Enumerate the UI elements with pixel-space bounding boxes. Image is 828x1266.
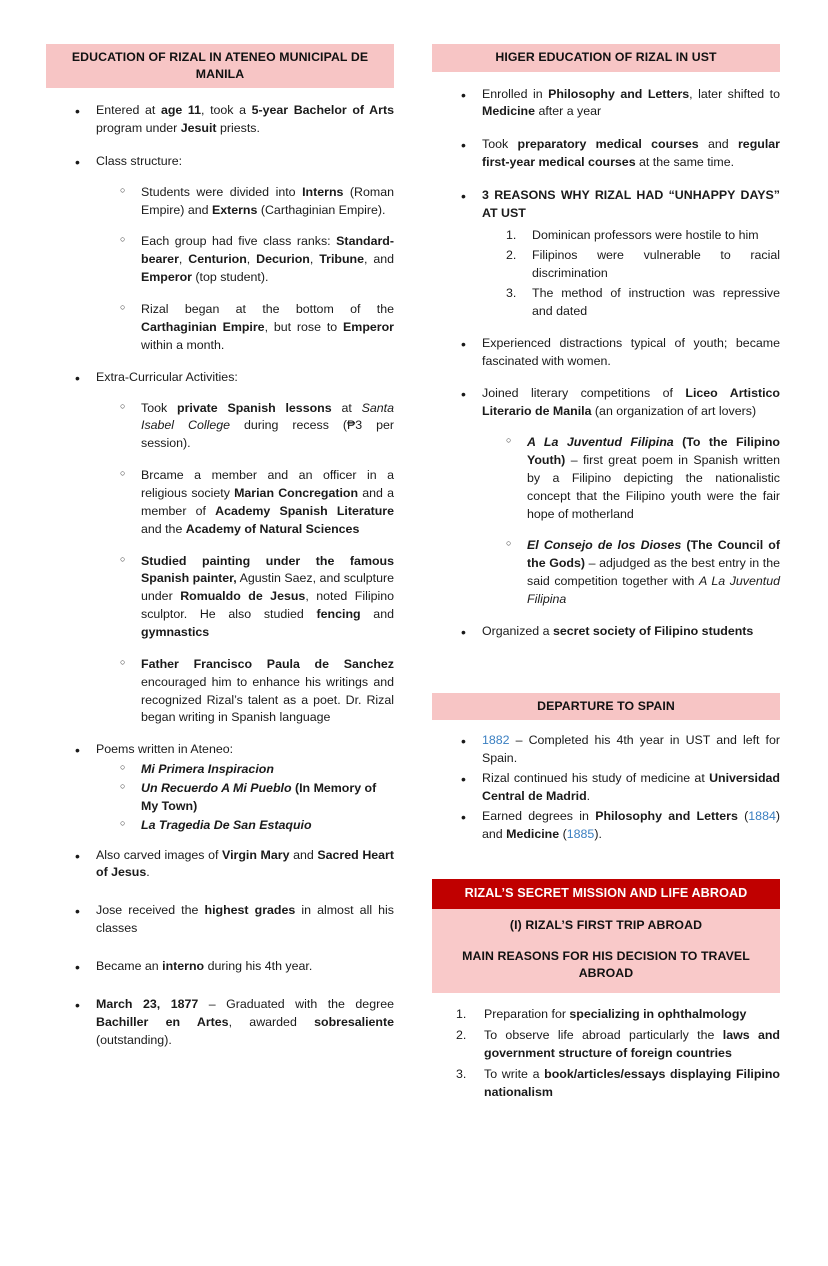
list-item-poem-primera xyxy=(118,761,394,779)
list-item-painting-sculpture xyxy=(118,553,394,642)
list-item-father-sanchez xyxy=(118,656,394,727)
list-item-medical-courses xyxy=(458,136,780,172)
text-bold: Marian Concregation xyxy=(234,485,359,500)
text-fragment: Organized a xyxy=(482,623,553,638)
list-item-consejo-dioses xyxy=(504,537,780,608)
text-fragment: , but rose to xyxy=(264,319,344,334)
class-structure-sublist xyxy=(96,184,394,355)
text-fragment: Each group had five class ranks: xyxy=(141,234,337,249)
text-fragment: – Graduated with the degree xyxy=(198,996,394,1011)
text-bold: Virgin Mary xyxy=(222,847,290,862)
text-fragment: (Roman Empire) and xyxy=(141,184,394,217)
list-item-carved-images xyxy=(72,847,394,883)
text-fragment: priests. xyxy=(216,121,260,136)
banner-secret-mission: RIZAL’S SECRET MISSION AND LIFE ABROAD xyxy=(432,879,780,909)
list-item-reason-1: Dominican professors were hostile to him xyxy=(532,227,759,242)
text-bold: Externs xyxy=(211,202,258,217)
text-fragment: ). xyxy=(594,826,602,841)
text-fragment: Preparation for xyxy=(484,1007,570,1022)
list-item-main-reason-3 xyxy=(454,1066,780,1102)
text-fragment: Jose received the xyxy=(96,903,205,918)
text-fragment: Took xyxy=(141,400,177,415)
banner-ust-education: HIGER EDUCATION OF RIZAL IN UST xyxy=(432,44,780,72)
text-bold: book/articles/essays displaying Filipino nationalism xyxy=(484,1067,780,1100)
text-fragment: , and xyxy=(363,252,395,267)
list-item-distractions: • Experienced distractions typical of youth; became fascinated with women. xyxy=(458,335,780,371)
text-bold: Sacred Heart of Jesus xyxy=(96,847,394,880)
text-bold: Universidad Central de Madrid xyxy=(482,771,780,803)
list-item-graduated xyxy=(72,996,394,1050)
text-bold: Tribune xyxy=(319,252,364,267)
list-item-extracurricular xyxy=(72,369,394,728)
text-bold: Father Francisco Paula de Sanchez xyxy=(141,656,394,671)
year-1882: 1882 xyxy=(482,733,510,748)
list-item-highest-grades xyxy=(72,902,394,938)
text-fragment: within a month. xyxy=(141,337,225,352)
text-fragment: (Carthaginian Empire). xyxy=(257,202,386,217)
banner-first-trip-abroad: (I) RIZAL’S FIRST TRIP ABROAD xyxy=(432,909,780,938)
text-bold: regular first-year medical courses xyxy=(482,137,780,170)
text-bold: Bachiller en Artes xyxy=(96,1014,229,1029)
text-bold: private Spanish lessons xyxy=(177,400,332,415)
text-bold: age 11 xyxy=(160,103,202,118)
text-bold: secret society of Filipino students xyxy=(552,623,754,638)
text-bold: Interns xyxy=(302,184,344,199)
year-1885: 1885 xyxy=(566,826,595,841)
text-bold-italic: La Tragedia De San Estaquio xyxy=(141,817,312,832)
text-fragment: (an organization of art lovers) xyxy=(591,404,757,419)
text-bold-italic: Mi Primera Inspiracion xyxy=(141,762,274,777)
list-item-degrees-earned xyxy=(458,808,780,844)
text-fragment: Rizal continued his study of medicine at xyxy=(482,771,710,786)
main-reasons-list xyxy=(432,1006,780,1102)
text-fragment: , xyxy=(309,252,320,267)
text-fragment: , noted Filipino sculptor. He also studied xyxy=(141,589,394,622)
text-bold-italic: A La Juventud Filipina xyxy=(527,435,674,450)
text-bold: Romualdo de Jesus xyxy=(180,589,306,604)
banner-main-reasons: MAIN REASONS FOR HIS DECISION TO TRAVEL ABROAD xyxy=(432,938,780,993)
text-bold: Centurion xyxy=(188,252,247,267)
list-item-poems xyxy=(72,741,394,834)
list-item-1882-departure xyxy=(458,732,780,768)
list-item-reason-2: Filipinos were vulnerable to racial discrimination xyxy=(532,247,780,280)
banner-departure-to-spain: DEPARTURE TO SPAIN xyxy=(432,693,780,721)
text-bold: Academy of Natural Sciences xyxy=(185,521,360,536)
label-poems: Poems written in Ateneo: xyxy=(96,742,234,757)
text-fragment: . xyxy=(586,788,591,803)
heading-3-reasons: 3 REASONS WHY RIZAL HAD “UNHAPPY DAYS” AT UST xyxy=(482,188,780,220)
text-bold: gymnastics xyxy=(141,624,210,639)
text-fragment: Also carved images of xyxy=(96,847,223,862)
extracurricular-sublist xyxy=(96,400,394,728)
text-fragment: , xyxy=(246,252,257,267)
text-fragment: at the same time. xyxy=(635,155,735,170)
text-fragment: To observe life abroad particularly the xyxy=(484,1028,723,1043)
text-fragment: and the xyxy=(141,521,186,536)
year-1884: 1884 xyxy=(748,808,776,823)
text-fragment: during his 4th year. xyxy=(204,958,313,973)
text-bold: sobresaliente xyxy=(314,1014,394,1029)
text-fragment: To write a xyxy=(484,1067,545,1082)
text-fragment: in almost all his classes xyxy=(96,903,394,936)
poems-sublist xyxy=(96,761,394,834)
text-fragment: , later shifted to xyxy=(689,86,780,101)
text-bold: Carthaginian Empire xyxy=(141,319,265,334)
text-fragment: , xyxy=(178,252,189,267)
list-item-interno xyxy=(72,958,394,976)
text-fragment: , awarded xyxy=(228,1014,315,1029)
secret-mission-banner-group xyxy=(432,879,780,993)
text-fragment: Enrolled in xyxy=(482,86,549,101)
spacer xyxy=(432,843,780,879)
text-bold: Standard-bearer xyxy=(141,234,394,267)
text-fragment: ( xyxy=(559,826,567,841)
text-fragment: Took xyxy=(482,137,518,152)
list-item-secret-society xyxy=(458,623,780,641)
text-bold: Jesuit xyxy=(180,121,217,136)
text-fragment: . xyxy=(146,865,150,880)
text-fragment: Rizal began at the bottom of the xyxy=(141,302,394,317)
text-fragment: Earned degrees in xyxy=(482,808,596,823)
text-bold-italic: Un Recuerdo A Mi Pueblo xyxy=(141,780,292,795)
text-italic: A La Juventud Filipina xyxy=(527,574,780,606)
text-fragment: (outstanding). xyxy=(96,1032,172,1047)
list-item-rizal-rose-emperor xyxy=(118,301,394,355)
text-bold: preparatory medical courses xyxy=(517,137,699,152)
text-bold: Studied painting under the famous Spanish painter, xyxy=(141,553,394,586)
list-item-poem-tragedia xyxy=(118,817,394,835)
text-fragment: Agustin Saez, and sculpture under xyxy=(141,571,394,604)
text-bold-italic: El Consejo de los Dioses xyxy=(527,538,682,553)
text-fragment: (top student). xyxy=(191,270,269,285)
list-item-main-reason-2 xyxy=(454,1027,780,1063)
text-bold: interno xyxy=(162,958,205,973)
text-fragment: and a member of xyxy=(141,485,394,518)
text-fragment: and xyxy=(289,847,318,862)
text-fragment: Joined literary competitions of xyxy=(482,386,686,401)
text-bold: 5-year Bachelor of Arts xyxy=(251,103,394,118)
text-fragment: ) and xyxy=(482,808,780,841)
text-fragment: Became an xyxy=(96,958,163,973)
text-fragment: – Completed his 4th year in UST and left for Spain. xyxy=(482,733,780,766)
departure-bullet-list xyxy=(432,732,780,843)
list-item-marian-congregation xyxy=(118,467,394,538)
text-fragment: Students were divided into xyxy=(141,184,303,199)
text-fragment: Brcame a member and an officer in a religious society xyxy=(141,468,394,500)
text-bold: specializing in ophthalmology xyxy=(569,1007,747,1022)
text-bold: Philosophy and Letters xyxy=(548,86,690,101)
text-fragment: Entered at xyxy=(96,103,161,118)
text-fragment: encouraged him to enhance his writings and recognized Rizal’s talent as a poet. Dr. Rizal began writing in Spanish language xyxy=(141,674,394,725)
text-bold: March 23, 1877 xyxy=(96,996,199,1011)
text-bold: highest grades xyxy=(204,903,296,918)
text-fragment: and xyxy=(698,137,738,152)
text-fragment: program under xyxy=(96,121,181,136)
list-item-interns-externs xyxy=(118,184,394,220)
label-extracurricular: Extra-Curricular Activities: xyxy=(96,369,238,384)
text-fragment: – adjudged as the best entry in the said competition together with xyxy=(527,556,780,589)
text-bold: Medicine xyxy=(482,104,536,119)
text-bold: Liceo Artistico Literario de Manila xyxy=(482,386,780,419)
right-column xyxy=(432,44,780,1105)
text-bold: Philosophy and Letters xyxy=(595,808,738,823)
text-fragment: ( xyxy=(737,808,749,823)
list-item-reason-3: The method of instruction was repressive and dated xyxy=(532,285,780,318)
text-fragment: and xyxy=(360,607,394,622)
ust-bullet-list xyxy=(432,86,780,641)
list-item-enrolled-philosophy xyxy=(458,86,780,122)
list-item-juventud-filipina xyxy=(504,434,780,523)
liceo-poems-sublist xyxy=(482,434,780,609)
list-item-entered-ateneo xyxy=(72,102,394,138)
text-bold: Decurion xyxy=(256,252,310,267)
text-fragment: at xyxy=(331,400,362,415)
left-column xyxy=(46,44,394,1105)
text-bold: fencing xyxy=(316,607,361,622)
list-item-main-reason-1 xyxy=(454,1006,780,1024)
text-bold: Academy Spanish Literature xyxy=(215,503,394,518)
spacer xyxy=(432,641,780,693)
text-bold: (To the Filipino Youth) xyxy=(527,435,780,467)
list-item-spanish-lessons xyxy=(118,400,394,454)
ateneo-bullet-list xyxy=(46,102,394,1049)
list-item-madrid-study xyxy=(458,770,780,806)
label-class-structure: Class structure: xyxy=(96,153,183,168)
list-item-unhappy-days xyxy=(458,187,780,321)
text-bold: laws and government structure of foreign countries xyxy=(484,1028,780,1061)
banner-ateneo-education: EDUCATION OF RIZAL IN ATENEO MUNICIPAL DE MANILA xyxy=(46,44,394,88)
text-italic: Santa Isabel College xyxy=(141,400,394,433)
text-bold: (The Council of the Gods) xyxy=(527,538,780,571)
text-bold: (In Memory of My Town) xyxy=(141,780,377,813)
text-fragment: , took a xyxy=(201,103,252,118)
text-fragment: – first great poem in Spanish written by a Filipino depicting the nationalistic concept that the Filipino youth were the fair hope of motherland xyxy=(527,452,780,521)
text-fragment: during recess (₱3 per session). xyxy=(141,418,394,451)
text-fragment: after a year xyxy=(535,104,602,119)
unhappy-reasons-list xyxy=(482,227,780,321)
text-bold: Medicine xyxy=(506,826,560,841)
list-item-poem-recuerdo xyxy=(118,780,394,816)
list-item-class-ranks xyxy=(118,233,394,287)
text-bold: Emperor xyxy=(343,319,394,334)
list-item-class-structure xyxy=(72,153,394,355)
text-bold: Emperor xyxy=(141,270,192,285)
list-item-liceo-competitions xyxy=(458,385,780,608)
